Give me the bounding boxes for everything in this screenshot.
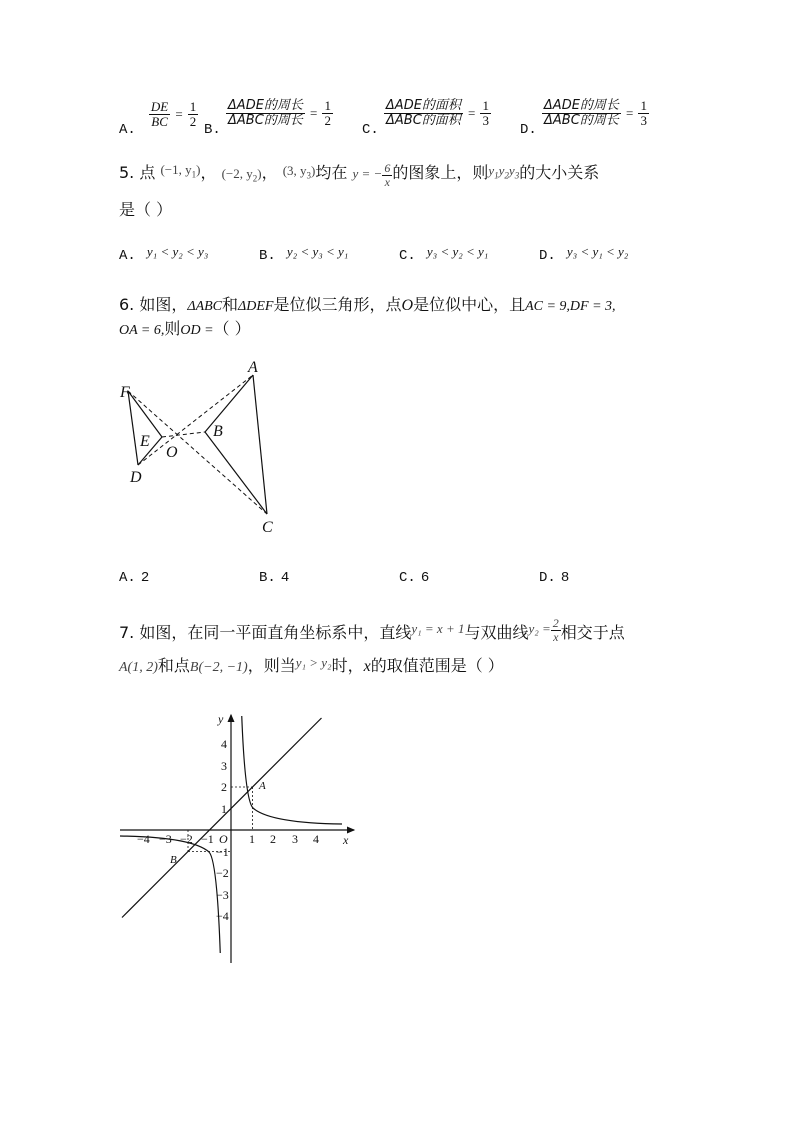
x-tick-neg3: −3 — [159, 832, 172, 846]
label-e: E — [140, 433, 150, 450]
y-tick-neg1: −1 — [216, 845, 229, 859]
y-tick-neg2: −2 — [216, 866, 229, 880]
dashed-d-to-a — [138, 375, 253, 465]
q6-option-c: C. 6 — [399, 570, 430, 586]
y-tick-2: 2 — [221, 780, 227, 794]
origin-label: O — [219, 832, 228, 846]
label-a: A — [248, 359, 258, 376]
y-tick-neg3: −3 — [216, 888, 229, 902]
q4-option-d: D. $\frac{\text{ΔADE的周长}}{\text{ΔABC的周长}}$ = $\frac{1}{3}$ — [520, 98, 647, 138]
x-tick-neg2: −2 — [180, 832, 193, 846]
q5-option-b: B. y₂ < y₃ < y₁ — [259, 244, 349, 264]
q6-option-b: B. 4 — [259, 570, 290, 586]
x-tick-1: 1 — [249, 832, 255, 846]
q4-option-b: B. $\frac{\text{ΔADE的周长}}{\text{ΔABC的周长}}$ = $\frac{1}{2}$ — [204, 98, 331, 138]
label-b: B — [213, 423, 223, 440]
q4-a-fraction: $\frac{DE}{BC}$ — [150, 99, 169, 129]
q5-stem-line1: 5. 点 $^{(-1, y_1)}$， (−2, $y_2$)， (3, $y_3$)均在 y = − $\frac{6}{x}$ 的图象上，则$y_1y_2y_3$的大小关系 — [119, 160, 600, 189]
q5-point-1: (−1, y1) — [160, 162, 201, 180]
point-b-label: B — [170, 854, 177, 866]
q7-coordinate-figure — [110, 705, 370, 970]
q6-homothety-figure — [110, 350, 300, 540]
x-axis-label: x — [343, 833, 349, 847]
y-tick-neg4: −4 — [216, 909, 229, 923]
x-tick-neg1: −1 — [201, 832, 214, 846]
y-tick-3: 3 — [221, 759, 227, 773]
q4-c-fraction: $\frac{\text{ΔADE的面积}}{\text{ΔABC的面积}}$ — [385, 98, 461, 128]
label-c: C — [262, 519, 273, 536]
q4-d-fraction: $\frac{\text{ΔADE的周长}}{\text{ΔABC的周长}}$ — [543, 98, 619, 128]
label-d: D — [130, 469, 142, 486]
x-tick-neg4: −4 — [137, 832, 150, 846]
q5-point-2: (−2, $y_2$) — [221, 166, 262, 184]
q4-b-fraction: $\frac{\text{ΔADE的周长}}{\text{ΔABC的周长}}$ — [227, 98, 303, 128]
q7-stem-line2: A(1, 2)和点B(−2, −1)，则当$^{y_1 > y_2}$时，x的取值范围是（ ） — [119, 655, 504, 675]
point-a-label: A — [259, 780, 266, 792]
label-o: O — [166, 444, 178, 461]
label-f: F — [120, 384, 130, 401]
q5-stem-line2: 是（ ） — [119, 200, 173, 219]
x-tick-3: 3 — [292, 832, 298, 846]
q5-option-c: C. y₃ < y₂ < y₁ — [399, 244, 489, 264]
q6-option-a: A. 2 — [119, 570, 150, 586]
q5-option-a: A. y₁ < y₂ < y₃ — [119, 244, 209, 264]
q5-point-3: (3, $y_3$) — [282, 163, 316, 181]
segment-ac — [253, 375, 267, 514]
q5-option-d: D. y₃ < y₁ < y₂ — [539, 244, 629, 264]
q6-option-d: D. 8 — [539, 570, 570, 586]
x-tick-4: 4 — [313, 832, 319, 846]
y-tick-1: 1 — [221, 802, 227, 816]
dashed-e-to-b — [162, 432, 205, 437]
y-tick-4: 4 — [221, 737, 227, 751]
q6-stem-line2: OA = 6,则OD =（ ） — [119, 319, 251, 338]
y-axis-label: y — [218, 712, 224, 726]
q7-stem-line1: 7. 如图，在同一平面直角坐标系中，直线$^{y_1 = x + 1}$与双曲线$^{y_2 = \frac{2}{x}}$ 相交于点 — [119, 615, 625, 644]
hyperbola-branch-1 — [242, 716, 342, 824]
x-tick-2: 2 — [270, 832, 276, 846]
segment-bc — [205, 432, 267, 514]
q6-stem-line1: 6. 如图，ΔABC和ΔDEF是位似三角形，点O是位似中心，且AC = 9,DF = 3, — [119, 295, 616, 314]
q7-hyperbola-eq: y₂ = 2 x — [528, 615, 559, 644]
q4-option-c: C. $\frac{\text{ΔADE的面积}}{\text{ΔABC的面积}}$ = $\frac{1}{3}$ — [362, 98, 489, 138]
q5-function: y = − $\frac{6}{x}$ — [352, 160, 391, 189]
q5-vars: $y_1y_2y_3$ — [488, 163, 520, 181]
q4-option-a: A. $\frac{DE}{BC}$ = $\frac{1}{2}$ — [119, 99, 197, 138]
